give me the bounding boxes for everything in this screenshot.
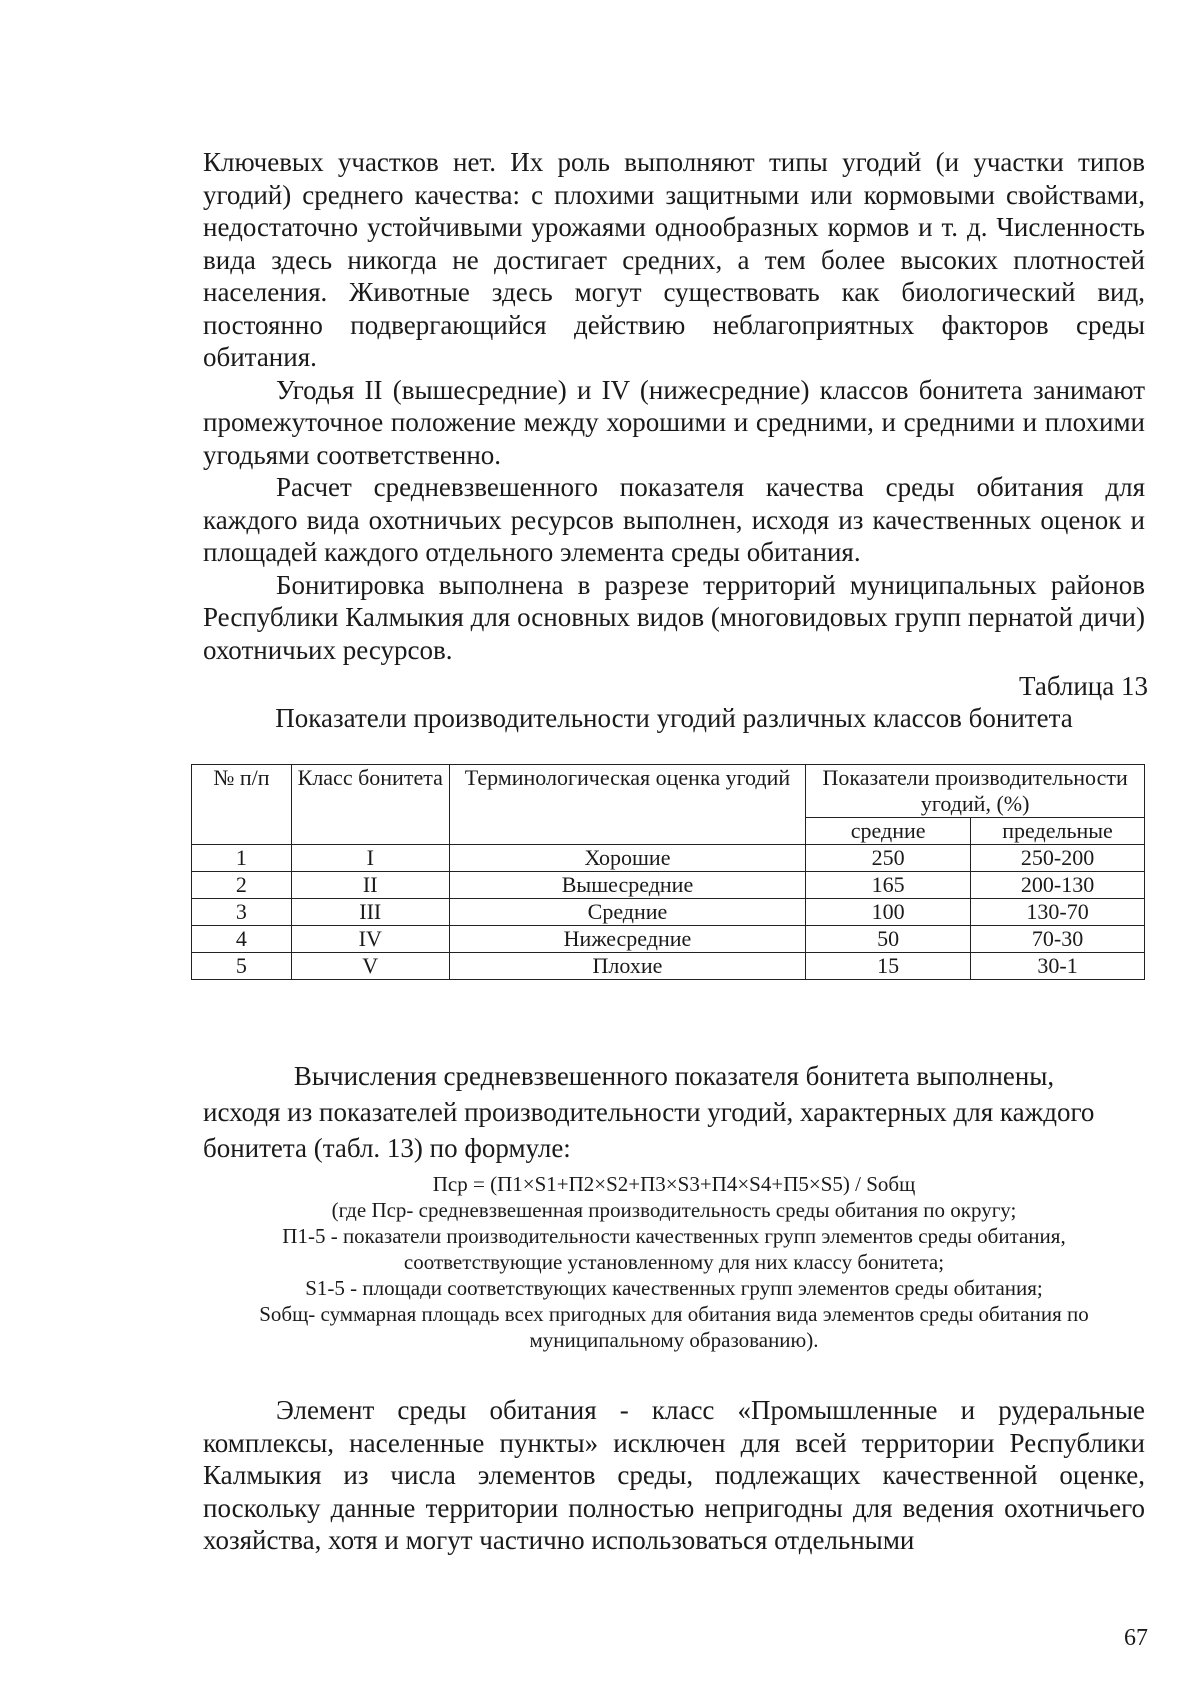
cell-num: 4: [192, 926, 292, 953]
cell-avg: 250: [806, 845, 971, 872]
cell-term: Вышесредние: [449, 872, 806, 899]
cell-class: V: [291, 953, 449, 980]
cell-class: I: [291, 845, 449, 872]
cell-term: Плохие: [449, 953, 806, 980]
formula-note-1: (где Пср- средневзвешенная производительность среды обитания по округу;: [331, 1198, 1017, 1222]
cell-class: IV: [291, 926, 449, 953]
formula-note-3: S1-5 - площади соответствующих качественных групп элементов среды обитания;: [305, 1276, 1043, 1300]
paragraph-1: Ключевых участков нет. Их роль выполняют типы угодий (и участки типов угодий) среднего качества: с плохими защитными или кормовыми свойствами, недостаточно устойчивыми урожаями однообразных кормов и т. д. Численность вида здесь никогда не достигает средних, а тем более высоких плотностей населения. Животные здесь могут существовать как биологический вид, постоянно подвергающийся действию неблагоприятных факторов среды обитания.: [203, 147, 1145, 372]
cell-limit: 30-1: [971, 953, 1145, 980]
table-row: [192, 953, 1145, 980]
formula-note-2: П1-5 - показатели производительности качественных групп элементов среды обитания, соответствующие установленному для них классу бонитета;: [282, 1224, 1066, 1274]
cell-term: Средние: [449, 899, 806, 926]
cell-class: III: [291, 899, 449, 926]
table-label: Таблица 13: [1019, 671, 1148, 701]
bonitet-table: [191, 764, 1145, 980]
cell-num: 5: [192, 953, 292, 980]
header-indicators: Показатели производительности угодий, (%): [806, 765, 1145, 818]
table-title: Показатели производительности угодий различных классов бонитета: [275, 703, 1073, 733]
cell-limit: 200-130: [971, 872, 1145, 899]
calculation-text: [203, 1058, 1145, 1166]
header-avg: средние: [806, 818, 971, 845]
cell-limit: 70-30: [971, 926, 1145, 953]
intro-text: [203, 146, 1145, 666]
header-term: Терминологическая оценка угодий: [449, 765, 806, 845]
paragraph-3: Расчет средневзвешенного показателя качества среды обитания для каждого вида охотничьих ресурсов выполнен, исходя из качественных оценок и площадей каждого отдельного элемента среды обитания.: [203, 472, 1145, 567]
cell-term: Хорошие: [449, 845, 806, 872]
paragraph-4: Бонитировка выполнена в разрезе территорий муниципальных районов Республики Калмыкия для основных видов (многовидовых групп пернатой дичи) охотничьих ресурсов.: [203, 569, 1145, 665]
table-row: [192, 872, 1145, 899]
table-row: [192, 845, 1145, 872]
cell-limit: 130-70: [971, 899, 1145, 926]
page-number: 67: [1124, 1625, 1148, 1651]
header-class: Класс бонитета: [291, 765, 449, 845]
final-text: [203, 1394, 1145, 1557]
calc-line-2: исходя из показателей производительности угодий, характерных для каждого бонитета (табл. 13) по формуле:: [203, 1097, 1095, 1163]
formula-note-4: Sобщ- суммарная площадь всех пригодных для обитания вида элементов среды обитания по муниципальному образованию).: [259, 1302, 1089, 1352]
paragraph-2: Угодья II (вышесредние) и IV (нижесредние) классов бонитета занимают промежуточное положение между хорошими и средними, и средними и плохими угодьями соответственно.: [203, 374, 1145, 470]
formula-block: [203, 1171, 1145, 1353]
table-row: [192, 899, 1145, 926]
cell-num: 3: [192, 899, 292, 926]
table-header-row: [192, 765, 1145, 818]
cell-num: 1: [192, 845, 292, 872]
cell-num: 2: [192, 872, 292, 899]
calc-line-1: Вычисления средневзвешенного показателя бонитета выполнены,: [293, 1061, 1055, 1091]
formula-main: Пср = (П1×S1+П2×S2+П3×S3+П4×S4+П5×S5) / Sобщ: [432, 1172, 916, 1196]
cell-avg: 50: [806, 926, 971, 953]
cell-term: Нижесредние: [449, 926, 806, 953]
cell-limit: 250-200: [971, 845, 1145, 872]
header-limit: предельные: [971, 818, 1145, 845]
cell-class: II: [291, 872, 449, 899]
final-paragraph: Элемент среды обитания - класс «Промышленные и рудеральные комплексы, населенные пункты» исключен для всей территории Республики Калмыкия из числа элементов среды, подлежащих качественной оценке, поскольку данные территории полностью непригодны для ведения охотничьего хозяйства, хотя и могут частично использоваться отдельными: [203, 1395, 1145, 1555]
cell-avg: 165: [806, 872, 971, 899]
cell-avg: 100: [806, 899, 971, 926]
header-num: № п/п: [192, 765, 292, 845]
cell-avg: 15: [806, 953, 971, 980]
table-row: [192, 926, 1145, 953]
